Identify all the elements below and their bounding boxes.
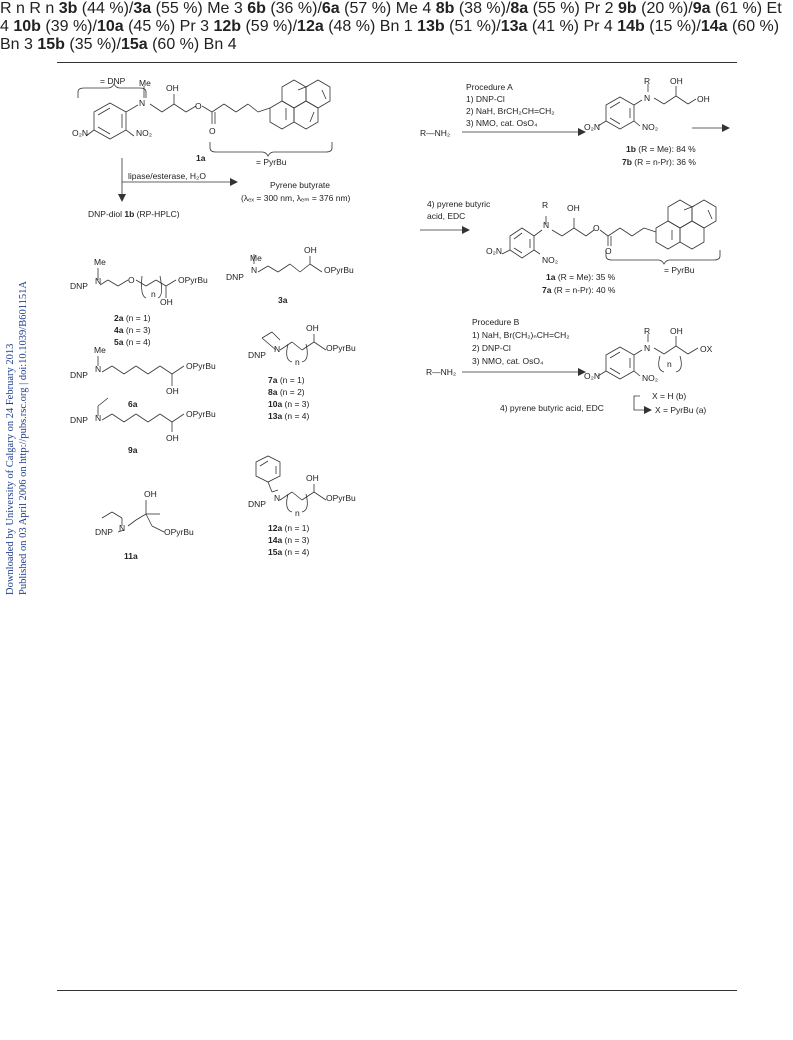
structure-9a — [98, 398, 184, 432]
label-15a: 15a (n = 4) — [268, 547, 310, 557]
1a-n-right: N — [543, 220, 550, 230]
3a-dnp: DNP — [226, 272, 244, 282]
label-10a: 10a (n = 3) — [268, 399, 310, 409]
7a-oh: OH — [306, 323, 319, 333]
1a-o-carbonyl-right: O — [605, 246, 612, 256]
b-product-n-sub: n — [667, 359, 672, 369]
label-7a: 7a (n = 1) — [268, 375, 305, 385]
label-5a: 5a (n = 4) — [114, 337, 151, 347]
1a-no2-right: NO₂ — [542, 255, 559, 265]
1a-o-ester: O — [195, 101, 202, 111]
6a-me: Me — [94, 345, 106, 355]
procedure-a-step2: 2) NaH, BrCH₂CH=CH₂ — [466, 106, 555, 116]
procedure-b-amine: R—NH₂ — [426, 367, 457, 377]
procedure-a-step4a: 4) pyrene butyric — [427, 199, 491, 209]
2a-dnp: DNP — [70, 281, 88, 291]
1a-o2n-right: O₂N — [486, 246, 503, 256]
9a-opyrbu: OPyrBu — [186, 409, 216, 419]
7a-opyrbu: OPyrBu — [326, 343, 356, 353]
label-3a: 3a — [278, 295, 288, 305]
1a-oh-right: OH — [567, 203, 580, 213]
procedure-b-title: Procedure B — [472, 317, 520, 327]
procedure-a-amine: R—NH₂ — [420, 128, 451, 138]
2a-o: O — [128, 275, 135, 285]
procedure-a-step4b: acid, EDC — [427, 211, 466, 221]
label-9a: 9a — [128, 445, 138, 455]
dnp-brace-label: = DNP — [100, 76, 126, 86]
b-product-oh: OH — [670, 326, 683, 336]
label-6a: 6a — [128, 399, 138, 409]
x-equals-h: X = H (b) — [652, 391, 687, 401]
yield-table: R n R n 3b (44 %)/3a (55 %) Me 3 6b (36 %)/6a (57 %) Me 4 8b (38 %)/8a (55 %) Pr 2 9b (20 %)/9a (61 %) Et 4 10b (39 %)/10a (45 %) Pr 3 12b (59 %)/12a (48 %) Bn 1 13b (51 %)/13a (41 %) Pr 4 14b (15 %)/14a (60 %) Bn 3 15b (35 %)/15a (60 %) Bn 4 — [0, 0, 782, 53]
sidebar-downloaded: Downloaded by University of Calgary on 24 February 2013 — [5, 343, 16, 595]
procedure-a-step3: 3) NMO, cat. OsO₄ — [466, 118, 538, 128]
structure-2a — [98, 268, 176, 298]
yield-7b: 7b (R = n-Pr): 36 % — [622, 157, 696, 167]
yield-1a: 1a (R = Me): 35 % — [546, 272, 616, 282]
b-product-ox: OX — [700, 344, 713, 354]
1a-o2n: O₂N — [72, 128, 89, 138]
9a-dnp: DNP — [70, 415, 88, 425]
pyrene-butyrate-label: Pyrene butyrate — [270, 180, 331, 190]
9a-oh: OH — [166, 433, 179, 443]
procedure-a-title: Procedure A — [466, 82, 513, 92]
12a-dnp: DNP — [248, 499, 266, 509]
1b-r: R — [644, 76, 651, 86]
6a-opyrbu: OPyrBu — [186, 361, 216, 371]
12a-opyrbu: OPyrBu — [326, 493, 356, 503]
label-12a: 12a (n = 1) — [268, 523, 310, 533]
3a-n: N — [251, 265, 258, 275]
1a-me: Me — [139, 78, 151, 88]
label-11a: 11a — [124, 551, 138, 561]
2a-me: Me — [94, 257, 106, 267]
2a-opyrbu: OPyrBu — [178, 275, 208, 285]
11a-oh: OH — [144, 489, 157, 499]
1a-o-right: O — [593, 223, 600, 233]
procedure-b-step4: 4) pyrene butyric acid, EDC — [500, 403, 604, 413]
2a-n: N — [95, 276, 102, 286]
structure-6a — [98, 356, 184, 386]
1b-o2n: O₂N — [584, 122, 601, 132]
2a-oh: OH — [160, 297, 173, 307]
label-13a: 13a (n = 4) — [268, 411, 310, 421]
label-4a: 4a (n = 3) — [114, 325, 151, 335]
label-14a: 14a (n = 3) — [268, 535, 310, 545]
6a-oh: OH — [166, 386, 179, 396]
yield-7a: 7a (R = n-Pr): 40 % — [542, 285, 616, 295]
yield-1b: 1b (R = Me): 84 % — [626, 144, 696, 154]
1a-oh: OH — [166, 83, 179, 93]
b-product-no2: NO₂ — [642, 373, 659, 383]
structure-7a — [262, 332, 326, 362]
3a-me: Me — [250, 253, 262, 263]
b-product-n: N — [644, 343, 651, 353]
11a-dnp: DNP — [95, 527, 113, 537]
label-2a: 2a (n = 1) — [114, 313, 151, 323]
procedure-b-step1: 1) NaH, Br(CH₂)ₙCH=CH₂ — [472, 330, 570, 340]
enzyme-conditions: lipase/esterase, H₂O — [128, 171, 206, 181]
1a-n: N — [139, 98, 146, 108]
b-product-o2n: O₂N — [584, 371, 601, 381]
procedure-b-step3: 3) NMO, cat. OsO₄ — [472, 356, 544, 366]
compound-1a-label: 1a — [196, 153, 206, 163]
6a-dnp: DNP — [70, 370, 88, 380]
1b-oh-end: OH — [697, 94, 710, 104]
1b-no2: NO₂ — [642, 122, 659, 132]
sidebar-published: Published on 03 April 2006 on http://pubs.rsc.org | doi:10.1039/B601151A — [18, 281, 29, 595]
structure-12a — [256, 456, 326, 512]
wavelength-label: (λₑₓ = 300 nm, λₑₘ = 376 nm) — [241, 193, 351, 203]
1a-no2: NO₂ — [136, 128, 153, 138]
3a-opyrbu: OPyrBu — [324, 265, 354, 275]
dnp-diol-label: DNP-diol 1b (RP-HPLC) — [88, 209, 180, 219]
b-product-r: R — [644, 326, 651, 336]
pyrbu-brace-label: = PyrBu — [256, 157, 287, 167]
1b-n: N — [644, 93, 651, 103]
3a-oh: OH — [304, 245, 317, 255]
11a-n: N — [119, 523, 126, 533]
12a-n-sub: n — [295, 508, 300, 518]
11a-opyrbu: OPyrBu — [164, 527, 194, 537]
6a-n: N — [95, 364, 102, 374]
label-8a: 8a (n = 2) — [268, 387, 305, 397]
7a-n-sub: n — [295, 357, 300, 367]
structure-3a — [254, 254, 322, 272]
pyrbu-brace-right: = PyrBu — [664, 265, 695, 275]
x-equals-pyrbu: X = PyrBu (a) — [655, 405, 707, 415]
1a-o-carbonyl: O — [209, 126, 216, 136]
7a-dnp: DNP — [248, 350, 266, 360]
procedure-a-step1: 1) DNP-Cl — [466, 94, 505, 104]
structure-1a — [78, 80, 332, 156]
7a-n: N — [274, 344, 281, 354]
2a-n-sub: n — [151, 289, 156, 299]
1a-r: R — [542, 200, 549, 210]
12a-n: N — [274, 493, 281, 503]
12a-oh: OH — [306, 473, 319, 483]
9a-n: N — [95, 413, 102, 423]
1b-oh-top: OH — [670, 76, 683, 86]
procedure-b-step2: 2) DNP-Cl — [472, 343, 511, 353]
